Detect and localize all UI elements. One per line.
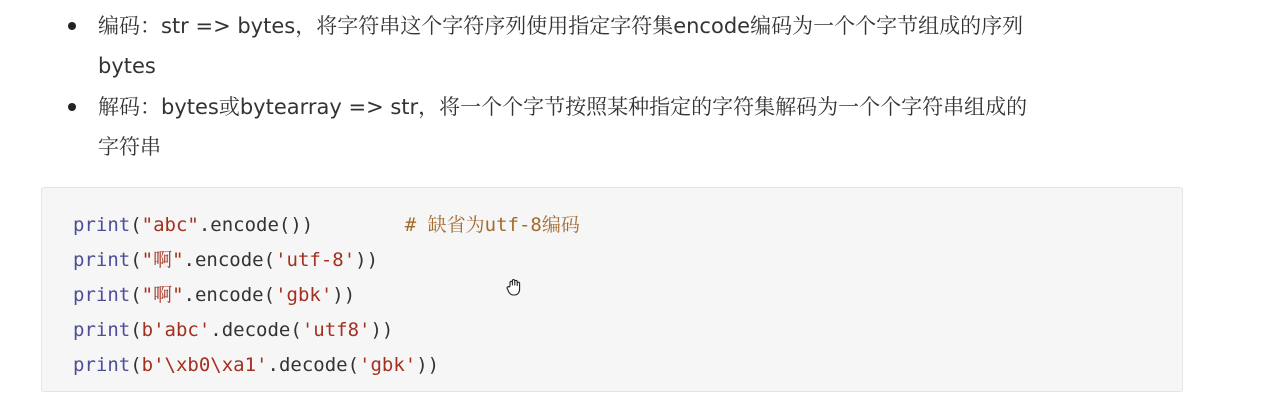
bullet-item-encode: [62, 6, 1202, 86]
code-token-str: b'\xb0\xa1': [141, 354, 268, 376]
code-token-kw: print: [73, 284, 131, 306]
code-token-str: "abc": [141, 214, 199, 236]
code-token-str: 'utf8': [301, 319, 371, 341]
code-token-plain: .encode()): [198, 214, 314, 236]
bullet-dot: [68, 22, 76, 30]
code-token-plain: )): [416, 354, 440, 376]
code-token-kw: print: [73, 249, 131, 271]
code-token-plain: .encode(: [183, 284, 276, 306]
code-token-plain: (: [130, 319, 142, 341]
code-token-plain: )): [355, 249, 379, 271]
code-token-str: "啊": [141, 284, 184, 306]
code-line: [73, 278, 1182, 313]
code-token-str: 'gbk': [359, 354, 417, 376]
bullet-text-line: 编码：str => bytes，将字符串这个字符序列使用指定字符集encode编码为一个个字节组成的序列: [98, 14, 1024, 38]
code-token-plain: .decode(: [210, 319, 302, 341]
code-token-kw: print: [73, 354, 131, 376]
bullet-text-line: 解码：bytes或bytearray => str，将一个个字节按照某种指定的字符集解码为一个个字符串组成的: [98, 95, 1028, 119]
code-token-kw: print: [73, 214, 131, 236]
code-token-comment: # 缺省为utf-8编码: [404, 214, 580, 236]
code-token-plain: )): [370, 319, 394, 341]
code-line: [73, 243, 1182, 278]
code-token-plain: .encode(: [183, 249, 276, 271]
code-token-str: "啊": [141, 249, 184, 271]
bullet-list: [62, 0, 1202, 167]
grab-hand-icon: [505, 277, 523, 297]
code-token-plain: .decode(: [267, 354, 360, 376]
code-token-plain: (: [130, 249, 142, 271]
code-block: [41, 187, 1183, 392]
code-token-plain: (: [130, 354, 142, 376]
code-token-str: 'utf-8': [275, 249, 356, 271]
code-token-plain: (: [130, 284, 142, 306]
code-line: [73, 313, 1182, 348]
bullet-text-line: 字符串: [98, 135, 161, 159]
code-token-plain: [313, 214, 405, 236]
code-token-str: b'abc': [141, 319, 211, 341]
code-token-plain: )): [332, 284, 356, 306]
code-line: [73, 348, 1182, 383]
code-line: [73, 208, 1182, 243]
code-token-kw: print: [73, 319, 131, 341]
code-token-plain: (: [130, 214, 142, 236]
bullet-item-decode: [62, 87, 1202, 167]
code-token-str: 'gbk': [275, 284, 333, 306]
bullet-dot: [68, 103, 76, 111]
bullet-text-line: bytes: [98, 54, 156, 78]
